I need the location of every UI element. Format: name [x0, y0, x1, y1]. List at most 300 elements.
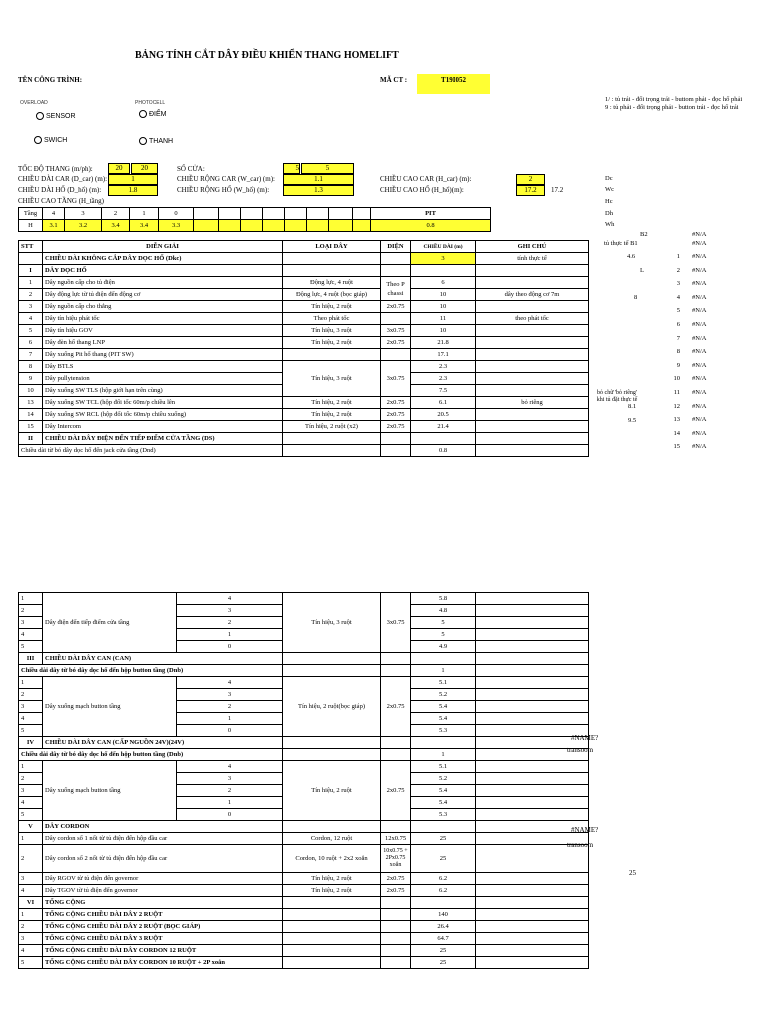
table-cell	[381, 957, 411, 969]
floors-h-row	[19, 220, 491, 232]
table-row	[19, 277, 589, 289]
row-stt: 8	[19, 361, 43, 373]
table-cell	[476, 945, 589, 957]
row-stt: 5	[19, 957, 43, 969]
row-desc: Dây nguồn cấp cho thắng	[43, 301, 283, 313]
side-v1: 4.6	[627, 253, 636, 260]
section3-sub-label: Chiều dài dây từ bó dây dọc hố đến hộp button tầng (Dnb)	[19, 665, 283, 677]
speed-a[interactable]: 20	[108, 163, 130, 174]
table-cell	[476, 433, 589, 445]
section0-note: tính thực tế	[476, 253, 589, 265]
row-floor: 0	[177, 809, 283, 821]
side-index: 9	[676, 361, 680, 369]
row-desc: Dây xuống SW RCL (hộp đổi tốc 60m/p chiều xuống)	[43, 409, 283, 421]
table-row	[19, 845, 589, 873]
block-type: Tín hiệu, 2 ruột(bọc giáp)	[283, 677, 381, 737]
label-hc: Hc	[605, 198, 613, 205]
header-stt: STT	[19, 241, 43, 253]
side-note: bỏ chữ 'bỏ riêng' khi tủ đặt thực tế	[596, 390, 638, 403]
pit-depth[interactable]: 1.8	[108, 185, 158, 196]
row-stt: 3	[19, 301, 43, 313]
row-note	[476, 761, 589, 773]
code-value[interactable]: T19I052	[417, 74, 490, 94]
tang-cell: 0	[159, 208, 194, 220]
row-area: 10x0.75 + 2Px0.75 xoắn	[381, 845, 411, 873]
total-length: 25	[411, 945, 476, 957]
table-cell	[476, 445, 589, 457]
row-area	[381, 349, 411, 361]
block-desc: Dây xuống mạch button tầng	[43, 677, 177, 737]
table-cell	[411, 897, 476, 909]
side-na: #N/A	[692, 253, 707, 260]
block-type: Tín hiệu, 3 ruột	[283, 593, 381, 653]
table-cell	[476, 665, 589, 677]
row-type: Tín hiệu, 3 ruột	[283, 325, 381, 337]
row-stt: 4	[19, 945, 43, 957]
side-index: 14	[673, 429, 680, 437]
section0-label: CHIỀU DÀI KHÔNG CẮP DÂY DỌC HỐ (Dkc)	[43, 253, 283, 265]
row-desc: Dây động lực từ tủ điện đến động cơ	[43, 289, 283, 301]
project-label: TÊN CÔNG TRÌNH:	[18, 76, 83, 84]
row-stt: 1	[19, 593, 43, 605]
table-cell	[411, 433, 476, 445]
row-stt: 4	[19, 797, 43, 809]
total-desc: TỔNG CỘNG CHIỀU DÀI DÂY CORDON 12 RUỘT	[43, 945, 283, 957]
row-length: 5.1	[411, 677, 476, 689]
side-na: #N/A	[692, 429, 707, 437]
h-cell[interactable]: 3.3	[159, 220, 194, 232]
total-length: 26.4	[411, 921, 476, 933]
row-note	[476, 629, 589, 641]
header-dien: DIỆN	[381, 241, 411, 253]
row-length: 5	[411, 617, 476, 629]
side-index: 15	[673, 443, 680, 451]
row-stt: 7	[19, 349, 43, 361]
row-note	[476, 809, 589, 821]
row-desc: Dây TGOV từ tủ điện đến governor	[43, 885, 283, 897]
section3-header	[19, 653, 589, 665]
total-row	[19, 945, 589, 957]
row-area: 3x0.75	[381, 325, 411, 337]
side-index: 10	[673, 375, 680, 383]
row-desc: Dây pullytension	[43, 373, 283, 385]
table-cell	[283, 653, 381, 665]
row-desc: Dây cordon số 2 nối từ tủ điện đến hộp đầu car	[43, 845, 283, 873]
side-na: #N/A	[692, 348, 707, 356]
row-floor: 0	[177, 725, 283, 737]
side-v3: 8.1	[628, 403, 637, 410]
row-note	[476, 421, 589, 433]
theo-p-cell: Theo P chassi	[381, 277, 411, 301]
table-row	[19, 761, 589, 773]
row-desc: Dây RGOV từ tủ điện đến governor	[43, 873, 283, 885]
table-row	[19, 421, 589, 433]
total-desc: TỔNG CỘNG CHIỀU DÀI DÂY 2 RUỘT	[43, 909, 283, 921]
row-floor: 1	[177, 797, 283, 809]
row-area: 2x0.75	[381, 421, 411, 433]
row-stt: 4	[19, 313, 43, 325]
row-stt: 15	[19, 421, 43, 433]
side-index: 3	[676, 280, 680, 288]
side-na: #N/A	[692, 416, 707, 424]
pit-width-label: CHIỀU RỘNG HỐ (W_hố) (m):	[177, 186, 270, 194]
radio-circle-icon	[139, 110, 147, 118]
row-stt: 2	[19, 773, 43, 785]
section3-sub-row	[19, 665, 589, 677]
row-floor: 0	[177, 641, 283, 653]
row-desc: Dây xuống SW TLS (hộp giới hạn trên cùng)	[43, 385, 283, 397]
swich-radio[interactable]: SWICH	[34, 136, 67, 144]
thanh-radio[interactable]: THANH	[139, 137, 173, 145]
row-length: 6	[411, 277, 476, 289]
name-error-3: #NAME?	[571, 734, 599, 742]
row-length: 10	[411, 289, 476, 301]
table-cell	[283, 897, 381, 909]
transoom-3: transoom	[567, 746, 594, 754]
row-floor: 4	[177, 761, 283, 773]
row-desc: Dây đèn hố thang LNP	[43, 337, 283, 349]
cordon-side-value: 25	[629, 869, 636, 877]
side-tu-thuc-te: tủ thực tế B1	[604, 240, 638, 247]
section0-row	[19, 253, 589, 265]
row-area: 2x0.75	[381, 301, 411, 313]
row-stt: 3	[19, 785, 43, 797]
pit-height[interactable]: 17.2	[516, 185, 545, 196]
section2-sub-label: Chiều dài từ bó dây dọc hố đến jack cửa tầng (Dnd)	[19, 445, 283, 457]
row-area: 12x0.75	[381, 833, 411, 845]
section1-label: DÂY DỌC HỐ	[43, 265, 283, 277]
row-note	[476, 337, 589, 349]
table-row	[19, 397, 589, 409]
header-dien-giai: DIỄN GIẢI	[43, 241, 283, 253]
table-row	[19, 349, 589, 361]
table-cell	[381, 749, 411, 761]
row-length: 6.1	[411, 397, 476, 409]
row-stt: 1	[19, 761, 43, 773]
row-type: Theo phát tốc	[283, 313, 381, 325]
floor-height-label: CHIỀU CAO TẦNG (H_tầng)	[18, 197, 104, 205]
sensor-radio[interactable]: SENSOR	[36, 112, 76, 120]
row-note	[476, 301, 589, 313]
row-length: 4.9	[411, 641, 476, 653]
header-ghi-chu: GHI CHÚ	[476, 241, 589, 253]
side-na: #N/A	[692, 375, 707, 383]
row-length: 4.8	[411, 605, 476, 617]
header-loai-day: LOẠI DÂY	[283, 241, 381, 253]
side-na: #N/A	[692, 280, 707, 288]
total-length: 25	[411, 957, 476, 969]
tang-cell: 2	[102, 208, 130, 220]
header-chieu-dai: CHIỀU DÀI (m)	[411, 241, 476, 253]
table-cell	[283, 921, 381, 933]
section1-roman: I	[19, 265, 43, 277]
row-length: 2.3	[411, 361, 476, 373]
side-index: 2	[676, 266, 680, 274]
row-note	[476, 373, 589, 385]
row-stt: 4	[19, 885, 43, 897]
side-index: 4	[676, 293, 680, 301]
row-type: Tín hiệu, 2 ruột	[283, 397, 381, 409]
total-row	[19, 909, 589, 921]
name-error-4: #NAME?	[571, 826, 599, 834]
side-index: 6	[676, 321, 680, 328]
row-stt: 5	[19, 325, 43, 337]
section4-label: CHIỀU DÀI DÂY CAN (CẤP NGUỒN 24V)(24V)	[43, 737, 283, 749]
side-index: 7	[676, 334, 680, 342]
row-note	[476, 361, 589, 373]
h-cell[interactable]: 3.2	[65, 220, 102, 232]
section4-sub-row	[19, 749, 589, 761]
row-stt: 5	[19, 725, 43, 737]
row-stt: 1	[19, 909, 43, 921]
total-desc: TỔNG CỘNG CHIỀU DÀI DÂY 2 RUỘT (BỌC GIÁP)	[43, 921, 283, 933]
section1-header	[19, 265, 589, 277]
table-row	[19, 873, 589, 885]
side-na: #N/A	[692, 293, 707, 301]
side-index: 11	[673, 389, 680, 396]
row-length: 11	[411, 313, 476, 325]
total-row	[19, 921, 589, 933]
row-length: 6.2	[411, 873, 476, 885]
car-height[interactable]: 2	[516, 174, 545, 185]
row-length: 5.8	[411, 593, 476, 605]
row-note	[476, 325, 589, 337]
row-area: 3x0.75	[381, 361, 411, 397]
row-floor: 3	[177, 773, 283, 785]
section3-sub-value: 1	[411, 665, 476, 677]
row-stt: 6	[19, 337, 43, 349]
row-note	[476, 713, 589, 725]
row-stt: 3	[19, 701, 43, 713]
row-note: bỏ riêng	[476, 397, 589, 409]
row-desc: Dây cordon số 1 nối từ tủ điện đến hộp đầu car	[43, 833, 283, 845]
row-type: Tín hiệu, 2 ruột	[283, 885, 381, 897]
side-na: #N/A	[692, 402, 707, 410]
row-type: Tín hiệu, 2 ruột (x2)	[283, 421, 381, 433]
doors-b[interactable]: 5	[301, 163, 354, 174]
row-stt: 10	[19, 385, 43, 397]
table-cell	[381, 933, 411, 945]
row-type: Cordon, 10 ruột + 2x2 xoắn	[283, 845, 381, 873]
table-cell	[283, 665, 381, 677]
row-stt: 2	[19, 689, 43, 701]
table-cell	[476, 653, 589, 665]
row-note	[476, 409, 589, 421]
row-type: Động lực, 4 ruột (bọc giáp)	[283, 289, 381, 301]
row-type: Tín hiệu, 3 ruột	[283, 361, 381, 397]
side-na: #N/A	[692, 443, 707, 451]
row-note	[476, 773, 589, 785]
car-depth[interactable]: 1	[108, 174, 158, 185]
row-stt: 2	[19, 289, 43, 301]
row-type: Động lực, 4 ruột	[283, 277, 381, 289]
doors-a[interactable]: 5	[283, 163, 300, 174]
floors-table	[18, 207, 491, 232]
car-depth-label: CHIỀU DÀI CAR (D_car) (m):	[18, 175, 108, 183]
car-width[interactable]: 1.1	[283, 174, 354, 185]
row-length: 5	[411, 629, 476, 641]
section5-header	[19, 821, 589, 833]
h-cell[interactable]: 3.4	[130, 220, 159, 232]
row-stt: 5	[19, 809, 43, 821]
row-note	[476, 797, 589, 809]
h-cell[interactable]: 3.4	[102, 220, 130, 232]
row-length: 5.4	[411, 713, 476, 725]
table-cell	[283, 909, 381, 921]
table-cell	[381, 433, 411, 445]
table-row	[19, 593, 589, 605]
row-desc: Dây tín hiệu GOV	[43, 325, 283, 337]
row-note	[476, 785, 589, 797]
label-dc: Dc	[605, 175, 613, 182]
label-wc: Wc	[605, 186, 615, 193]
row-area: 2x0.75	[381, 885, 411, 897]
table-cell	[381, 653, 411, 665]
section0-value[interactable]: 3	[411, 253, 476, 265]
row-desc: Dây Intercom	[43, 421, 283, 433]
section6-label: TỔNG CỘNG	[43, 897, 283, 909]
block-area: 2x0.75	[381, 677, 411, 737]
section4-roman: IV	[19, 737, 43, 749]
block-desc: Dây xuống mạch button tầng	[43, 761, 177, 821]
row-length: 7.5	[411, 385, 476, 397]
table-cell	[283, 957, 381, 969]
row-length: 5.4	[411, 785, 476, 797]
row-floor: 1	[177, 713, 283, 725]
row-length: 10	[411, 301, 476, 313]
row-type: Tín hiệu, 2 ruột	[283, 873, 381, 885]
speed-b[interactable]: 20	[131, 163, 158, 174]
section5-label: DÂY CORDON	[43, 821, 283, 833]
document-title: BẢNG TÍNH CẮT DÂY ĐIỀU KHIỂN THANG HOMELIFT	[135, 50, 399, 61]
tang-cell: 4	[43, 208, 65, 220]
total-length: 64.7	[411, 933, 476, 945]
row-note: theo phát tốc	[476, 313, 589, 325]
table-cell	[283, 445, 381, 457]
table-cell	[381, 921, 411, 933]
section2-sub-value: 0.8	[411, 445, 476, 457]
table-row	[19, 677, 589, 689]
side-v2: 8	[634, 294, 638, 301]
table-cell	[476, 885, 589, 897]
row-stt: 3	[19, 873, 43, 885]
side-na: #N/A	[692, 321, 707, 328]
radio-circle-icon	[139, 137, 147, 145]
row-floor: 4	[177, 593, 283, 605]
row-length: 21.4	[411, 421, 476, 433]
row-length: 6.2	[411, 885, 476, 897]
side-index: 5	[676, 307, 680, 315]
diem-radio[interactable]: ĐIỂM	[139, 110, 167, 118]
floors-tang-row	[19, 208, 491, 220]
label-wh: Wh	[605, 221, 615, 228]
car-height-label: CHIỀU CAO CAR (H_car) (m):	[380, 175, 472, 183]
side-na: #N/A	[692, 307, 707, 315]
table-cell	[283, 749, 381, 761]
row-length: 25	[411, 833, 476, 845]
row-note	[476, 277, 589, 289]
row-stt: 1	[19, 833, 43, 845]
overload-label: OVERLOAD	[20, 100, 48, 106]
row-type: Tín hiệu, 2 ruột	[283, 337, 381, 349]
wire-table-bottom	[18, 592, 589, 969]
row-length: 5.2	[411, 773, 476, 785]
table-row	[19, 313, 589, 325]
row-stt: 1	[19, 677, 43, 689]
row-floor: 2	[177, 617, 283, 629]
row-stt: 13	[19, 397, 43, 409]
section4-header	[19, 737, 589, 749]
row-length: 5.2	[411, 689, 476, 701]
row-length: 2.3	[411, 373, 476, 385]
table-cell	[476, 957, 589, 969]
section2-label: CHIỀU DÀI DÂY ĐIỆN ĐẾN TIẾP ĐIỂM CỬA TẦNG (DS)	[43, 433, 283, 445]
table-cell	[381, 909, 411, 921]
pit-label: PIT	[371, 208, 491, 220]
row-type	[283, 349, 381, 361]
table-cell	[411, 653, 476, 665]
table-row	[19, 337, 589, 349]
table-cell	[283, 933, 381, 945]
row-area: 2x0.75	[381, 409, 411, 421]
row-stt: 2	[19, 845, 43, 873]
row-length: 5.4	[411, 701, 476, 713]
transoom-4: transoom	[567, 841, 594, 849]
tang-cell: 1	[130, 208, 159, 220]
table-cell	[381, 665, 411, 677]
row-note: dây theo động cơ 7m	[476, 289, 589, 301]
row-floor: 2	[177, 701, 283, 713]
total-desc: TỔNG CỘNG CHIỀU DÀI DÂY CORDON 10 RUỘT + 2P xoắn	[43, 957, 283, 969]
row-desc: Dây xuống Pit hố thang (PIT SW)	[43, 349, 283, 361]
table-cell	[476, 873, 589, 885]
section2-roman: II	[19, 433, 43, 445]
row-stt: 4	[19, 629, 43, 641]
pit-value[interactable]: 0.8	[371, 220, 491, 232]
row-stt: 4	[19, 713, 43, 725]
side-na: #N/A	[692, 361, 707, 369]
row-length: 21.8	[411, 337, 476, 349]
row-stt: 9	[19, 373, 43, 385]
section6-header	[19, 897, 589, 909]
row-area	[381, 313, 411, 325]
total-length: 140	[411, 909, 476, 921]
table-cell	[283, 945, 381, 957]
h-cell[interactable]: 3.1	[43, 220, 65, 232]
row-floor: 2	[177, 785, 283, 797]
table-cell	[381, 945, 411, 957]
row-note	[476, 701, 589, 713]
side-v4: 9.5	[628, 417, 637, 424]
section3-roman: III	[19, 653, 43, 665]
pit-height-label: CHIỀU CAO HỐ (H_hố)(m):	[380, 186, 464, 194]
pit-width[interactable]: 1.3	[283, 185, 354, 196]
side-na: #N/A	[692, 240, 707, 247]
photocell-label: PHOTOCELL	[135, 100, 166, 106]
row-length: 10	[411, 325, 476, 337]
table-cell	[283, 433, 381, 445]
row-length: 5.4	[411, 797, 476, 809]
table-row	[19, 301, 589, 313]
total-desc: TỔNG CỘNG CHIỀU DÀI DÂY 3 RUỘT	[43, 933, 283, 945]
row-type: Tín hiệu, 2 ruột	[283, 409, 381, 421]
table-cell	[476, 921, 589, 933]
table-row	[19, 361, 589, 373]
table-cell	[476, 897, 589, 909]
table-cell	[411, 737, 476, 749]
row-length: 5.3	[411, 809, 476, 821]
code-label: MÃ CT :	[380, 76, 408, 84]
